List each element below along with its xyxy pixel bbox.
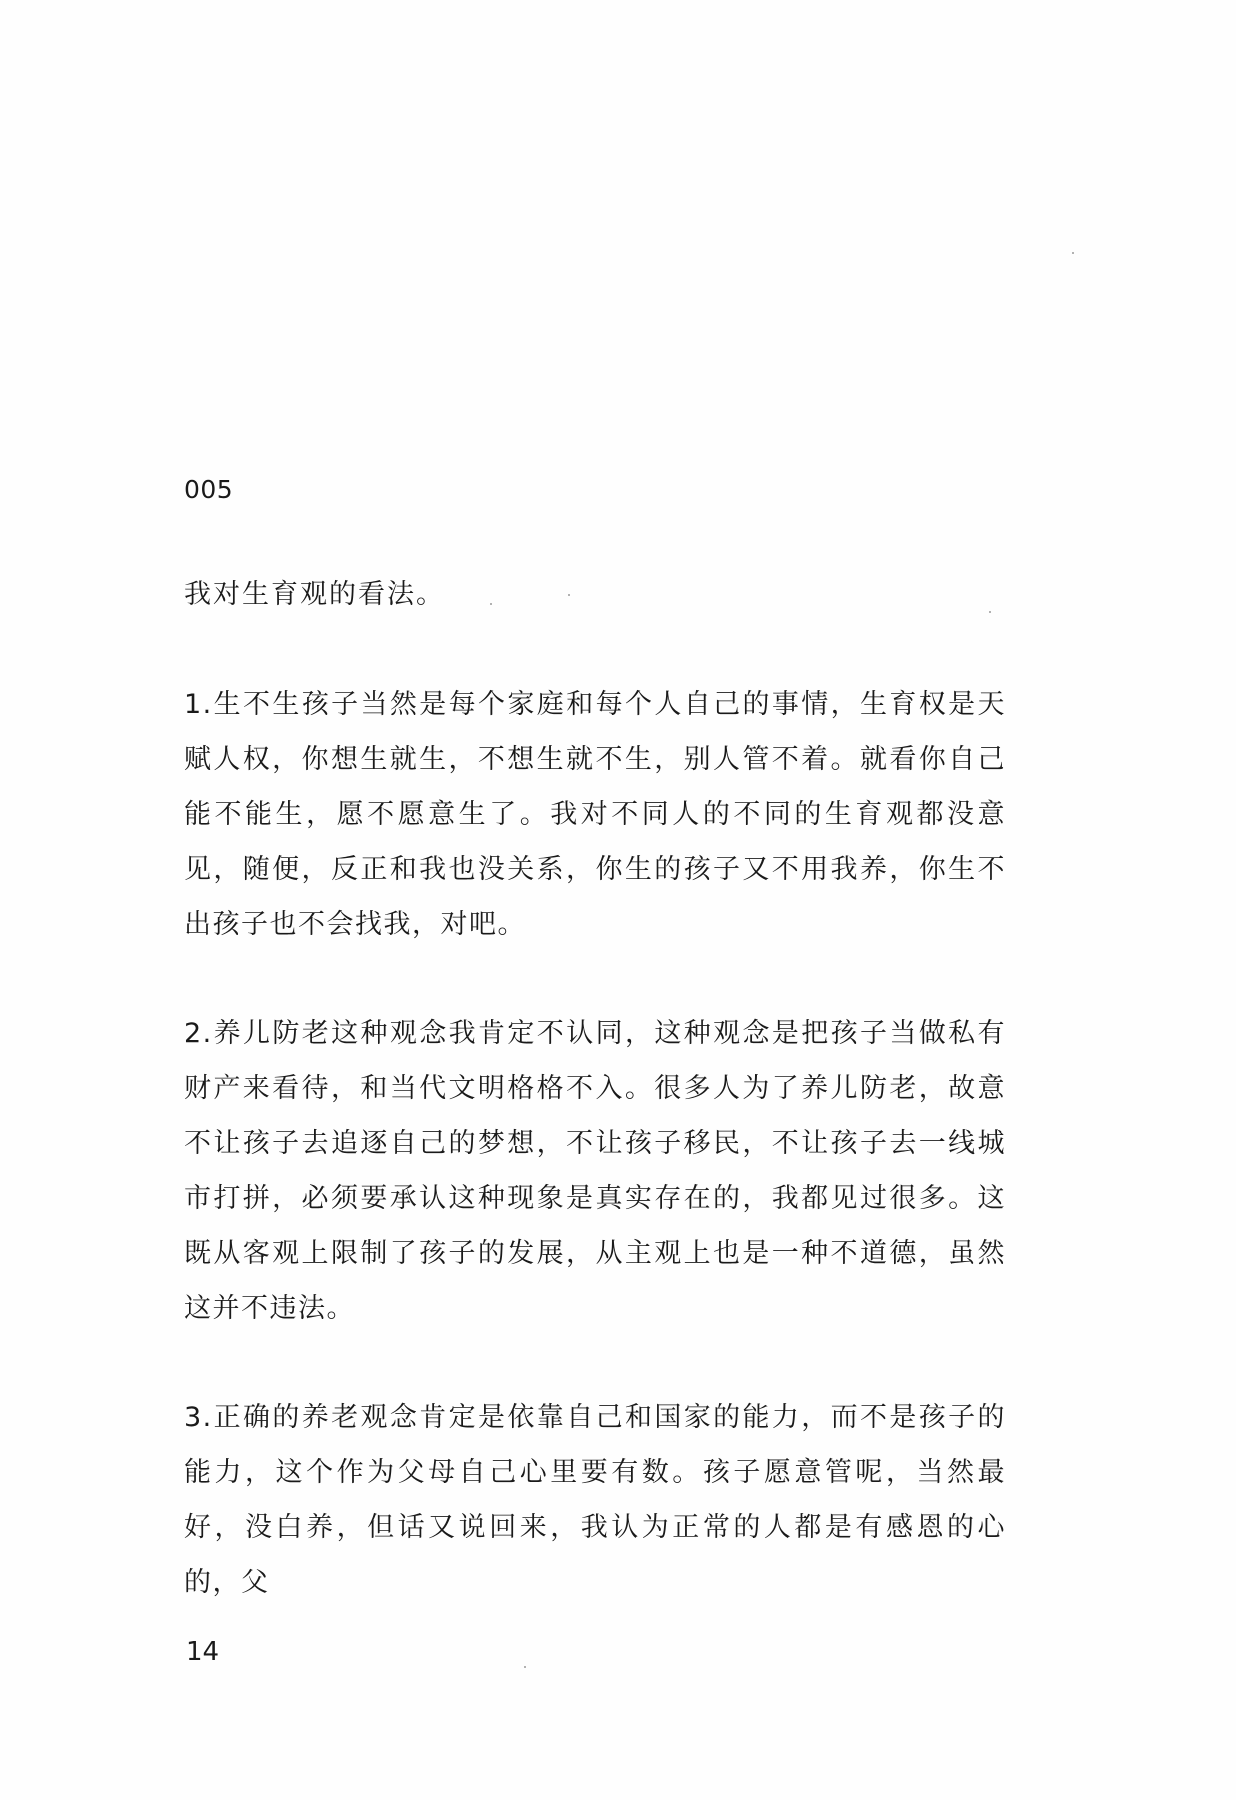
paragraph-1: 1.生不生孩子当然是每个家庭和每个人自己的事情，生育权是天赋人权，你想生就生，不想生就不生，别人管不着。就看你自己能不能生，愿不愿意生了。我对不同人的不同的生育观都没意见，随便，反正和我也没关系，你生的孩子又不用我养，你生不出孩子也不会找我，对吧。	[184, 689, 1006, 940]
page-number: 14	[186, 1637, 220, 1667]
paragraph-2: 2.养儿防老这种观念我肯定不认同，这种观念是把孩子当做私有财产来看待，和当代文明格格不入。很多人为了养儿防老，故意不让孩子去追逐自己的梦想，不让孩子移民，不让孩子去一线城市打拼，必须要承认这种现象是真实存在的，我都见过很多。这既从客观上限制了孩子的发展，从主观上也是一种不道德，虽然这并不违法。	[184, 1018, 1006, 1324]
paragraph-3: 3.正确的养老观念肯定是依靠自己和国家的能力，而不是孩子的能力，这个作为父母自己心里要有数。孩子愿意管呢，当然最好，没白养，但话又说回来，我认为正常的人都是有感恩的心的，父	[184, 1402, 1006, 1598]
scan-speck	[490, 603, 492, 605]
scan-speck	[524, 1666, 526, 1668]
scan-speck	[568, 594, 570, 596]
entry-number: 005	[184, 475, 234, 504]
scan-speck	[1072, 252, 1074, 254]
entry-heading: 我对生育观的看法。	[184, 579, 445, 610]
scan-speck	[989, 611, 991, 613]
